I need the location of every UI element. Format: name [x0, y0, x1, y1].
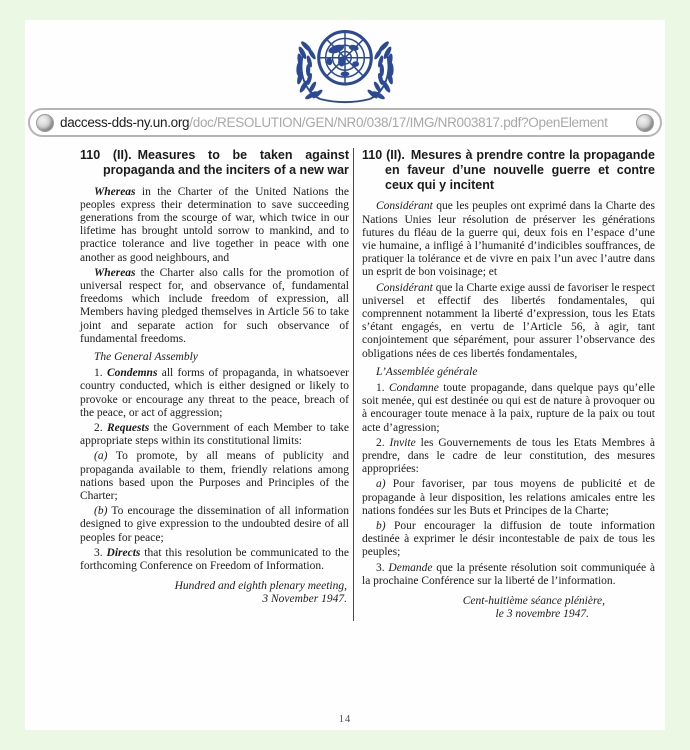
resolution-heading-en [80, 148, 349, 178]
resolution-document [25, 148, 665, 621]
operative-paragraph: 1. Condemns all forms of propaganda, in whatsoever country conducted, which is either designed or likely to provoke or encourage any threat to the peace, breach of the peace, or act of aggression; [80, 367, 350, 419]
operative-paragraph: 3. Demande que la présente résolution soit communiquée à la prochaine Conférence sur la liberté de l’information. [362, 561, 655, 587]
plenary-meeting-line: Cent-huitième séance plénière, [462, 595, 605, 608]
url-text [60, 115, 630, 130]
operative-paragraph: 2. Invite les Gouvernements de tous les Etats Membres à prendre, dans le cadre de leur constitution, des mesures appropriées: [362, 436, 656, 476]
resolution-title: Mesures à prendre contre la propagande en faveur d’une nouvelle guerre et contre ceux qui y incitent [385, 148, 655, 192]
paragraph-list-en [80, 186, 349, 574]
preamble-paragraph: Whereas in the Charter of the United Nations the peoples express their determination to save succeeding generations from the scourge of war, which twice in our lifetime has brought untold sorrow to mankind, and to practice tolerance and live together in peace with one another as good neighbours, and [80, 185, 349, 264]
page-number: 14 [338, 714, 352, 725]
globe-icon [636, 114, 654, 132]
resolution-number: 110 (II). [80, 148, 132, 162]
url-path: /doc/RESOLUTION/GEN/NR0/038/17/IMG/NR003817.pdf?OpenElement [189, 115, 608, 130]
operative-paragraph: 3. Directs that this resolution be communicated to the forthcoming Conference on Freedom of Information. [80, 546, 349, 573]
sub-paragraph: a) Pour favoriser, par tous moyens de publicité et de propagande à leur disposition, les relations amicales entre les nations fondées sur les Buts et Principes de la Charte; [362, 478, 655, 517]
sub-paragraph: (b) To encourage the dissemination of all information designed to give expression to the undoubted desire of all peoples for peace; [80, 505, 349, 544]
resolution-heading-fr [362, 148, 655, 192]
operative-paragraph: 1. Condamne toute propagande, dans quelque pays qu’elle soit menée, qui est destinée ou qui est de nature à provoquer ou à encourager toute menace à la paix, rupture de la paix ou tout acte d’agression; [362, 382, 655, 434]
meeting-footer-fr [362, 595, 655, 621]
english-column [80, 148, 353, 621]
sub-paragraph: (a) To promote, by all means of publicity and propaganda available to them, friendly relations among nations based upon the Purposes and Principles of the Charter; [80, 450, 349, 503]
globe-icon [36, 114, 54, 132]
un-emblem-svg [281, 24, 409, 104]
preamble-paragraph: Considérant que les peuples ont exprimé dans la Charte des Nations Unies leur résolution de préserver les générations futures du fléau de la guerre qui, deux fois en l’espace d’une vie humaine, a infligé à l’humanité d’indicibles souffrances, de pratiquer la tolérance et de vivre en paix l’un avec l’autre dans un esprit de bon voisinage; et [362, 200, 655, 279]
address-bar[interactable] [28, 108, 662, 137]
meeting-date-line: 3 November 1947. [262, 593, 347, 606]
un-emblem-icon [25, 20, 665, 108]
operative-paragraph: 2. Requests the Government of each Member to take appropriate steps within its constitutional limits: [80, 422, 350, 448]
assembly-heading: The General Assembly [94, 351, 198, 364]
preamble-paragraph: Whereas the Charter also calls for the promotion of universal respect for, and observance of, fundamental freedoms which include freedom of expression, all Members having pledged themselves in Article 56 to take joint and separate action for such observance of fundamental freedoms. [80, 266, 349, 345]
meeting-footer-en [80, 580, 349, 606]
url-domain: daccess-dds-ny.un.org [60, 115, 190, 130]
scanned-pdf-page [25, 20, 665, 730]
french-column [353, 148, 655, 621]
preamble-paragraph: Considérant que la Charte exige aussi de favoriser le respect universel et effectif des libertés fondamentales, qui comprennent notamment la liberté d’expression, tous les Etats s’étant engagés, en vertu de l’Article 56, à agir, tant conjointement que séparément, pour assurer l’observance des obligations nées de ces libertés fondamentales, [362, 281, 655, 360]
resolution-number: 110 (II). [362, 148, 405, 162]
assembly-heading: L’Assemblée générale [376, 365, 478, 378]
resolution-title: Measures to be taken against propaganda and the inciters of a new war [103, 148, 349, 177]
sub-paragraph: b) Pour encourager la diffusion de toute information destinée à exprimer le désir incontestable de paix de tous les peuples; [362, 520, 655, 559]
paragraph-list-fr [362, 200, 655, 588]
meeting-date-line: le 3 novembre 1947. [495, 608, 589, 621]
plenary-meeting-line: Hundred and eighth plenary meeting, [174, 580, 347, 593]
